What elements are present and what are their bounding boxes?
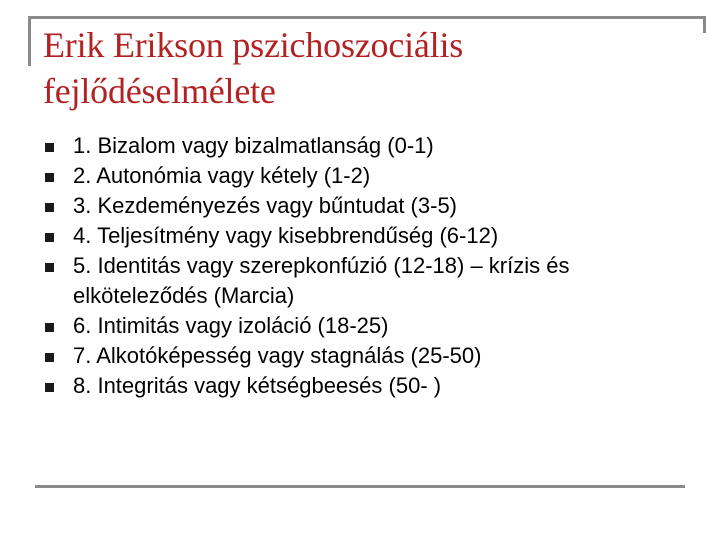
stage-list	[43, 131, 683, 401]
stage-list-item	[43, 131, 683, 161]
stage-list-item-text: 7. Alkotóképesség vagy stagnálás (25-50)	[73, 343, 482, 368]
stage-list-item	[43, 191, 683, 221]
stage-list-item-text: 1. Bizalom vagy bizalmatlanság (0-1)	[73, 133, 434, 158]
stage-list-item-text: 5. Identitás vagy szerepkonfúzió (12-18) – krízis és elköteleződés (Marcia)	[73, 253, 570, 308]
stage-list-item	[43, 221, 683, 251]
square-bullet-icon	[45, 263, 54, 272]
frame-top-line	[28, 16, 706, 19]
frame-left-line	[28, 16, 31, 66]
stage-list-item-text: 6. Intimitás vagy izoláció (18-25)	[73, 313, 389, 338]
stage-list-item	[43, 251, 683, 311]
stage-list-item-text: 2. Autonómia vagy kétely (1-2)	[73, 163, 371, 188]
square-bullet-icon	[45, 323, 54, 332]
square-bullet-icon	[45, 353, 54, 362]
frame-bottom-line	[35, 485, 685, 488]
square-bullet-icon	[45, 143, 54, 152]
stage-list-item-text: 3. Kezdeményezés vagy bűntudat (3-5)	[73, 193, 458, 218]
frame-right-line	[703, 16, 706, 33]
square-bullet-icon	[45, 383, 54, 392]
slide-title	[43, 22, 683, 114]
square-bullet-icon	[45, 203, 54, 212]
stage-list-item-text: 8. Integritás vagy kétségbeesés (50- )	[73, 373, 442, 398]
square-bullet-icon	[45, 173, 54, 182]
stage-list-item	[43, 161, 683, 191]
slide-title-line-2: fejlődéselmélete	[43, 71, 276, 111]
slide-title-line-1: Erik Erikson pszichoszociális	[43, 25, 464, 65]
stage-list-item-text: 4. Teljesítmény vagy kisebbrendűség (6-12)	[73, 223, 499, 248]
stage-list-item	[43, 341, 683, 371]
stage-list-item	[43, 311, 683, 341]
stage-list-item	[43, 371, 683, 401]
square-bullet-icon	[45, 233, 54, 242]
